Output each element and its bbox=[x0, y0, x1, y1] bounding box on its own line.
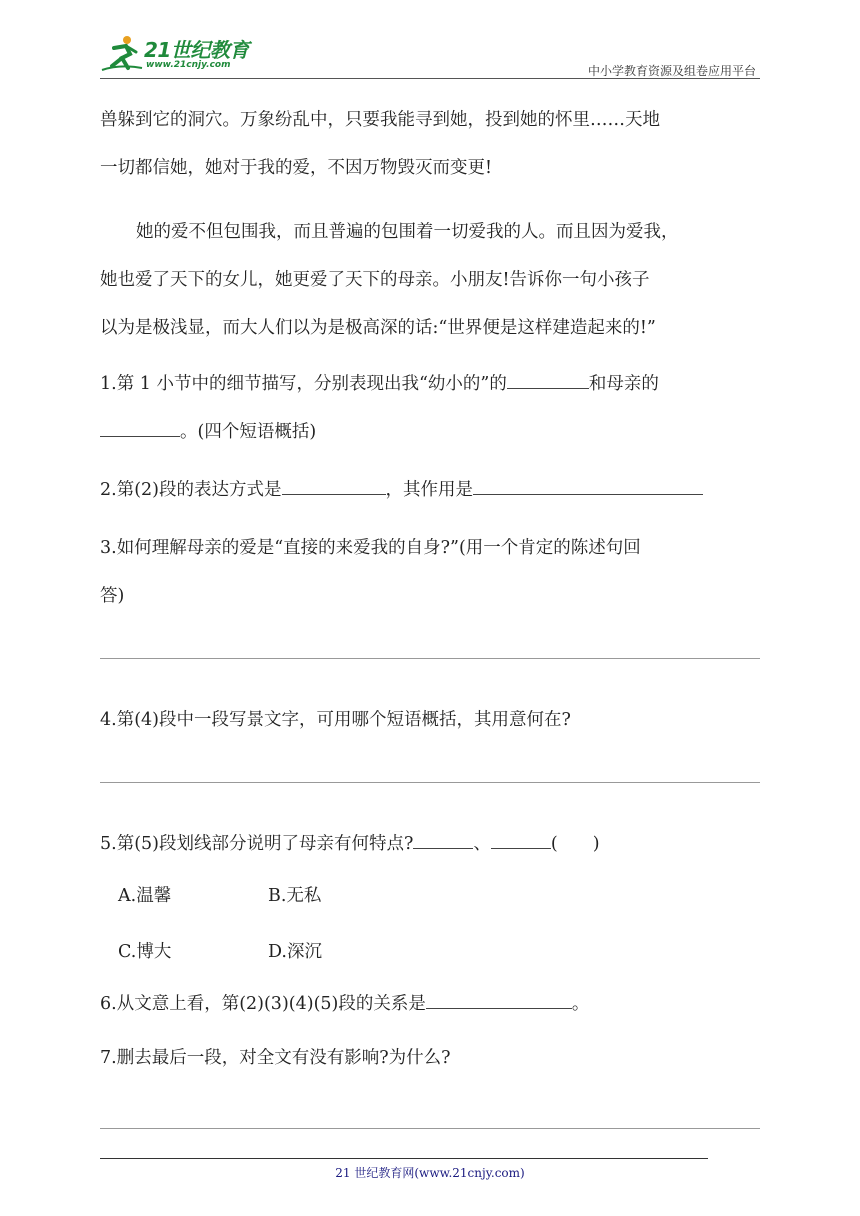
answer-blank[interactable] bbox=[426, 1007, 572, 1009]
logo-url: www.21cnjy.com bbox=[146, 60, 231, 70]
answer-line[interactable] bbox=[100, 658, 760, 659]
passage-line: 以为是极浅显，而大人们以为是极高深的话:“世界便是这样建造起来的!” bbox=[100, 318, 656, 338]
question-text: ，其作用是 bbox=[385, 480, 473, 500]
answer-blank[interactable] bbox=[491, 847, 551, 849]
question-2 bbox=[100, 466, 760, 514]
option-b[interactable]: B.无私 bbox=[268, 886, 322, 906]
question-text: 2.第(2)段的表达方式是 bbox=[100, 480, 282, 500]
page-footer[interactable]: 21 世纪教育网(www.21cnjy.com) bbox=[335, 1166, 525, 1180]
question-text: 。(四个短语概括) bbox=[180, 422, 317, 442]
passage-line: 她的爱不但包围我，而且普遍的包围着一切爱我的人。而且因为爱我， bbox=[136, 222, 679, 242]
logo-text: 21世纪教育 bbox=[144, 38, 249, 62]
question-separator: 、 bbox=[473, 834, 491, 854]
passage-line: 她也爱了天下的女儿，她更爱了天下的母亲。小朋友!告诉你一句小孩子 bbox=[100, 270, 650, 290]
header-tagline: 中小学教育资源及组卷应用平台 bbox=[587, 64, 756, 78]
header-divider bbox=[100, 78, 760, 79]
document-body bbox=[100, 96, 760, 1166]
option-a[interactable]: A.温馨 bbox=[118, 886, 172, 906]
page-header bbox=[100, 32, 760, 80]
runner-icon bbox=[100, 34, 144, 74]
passage-line: 一切都信她，她对于我的爱，不因万物毁灭而变更! bbox=[100, 158, 493, 178]
question-5 bbox=[100, 820, 760, 868]
question-3-cont: 答) bbox=[100, 586, 125, 606]
answer-blank[interactable] bbox=[507, 387, 589, 389]
answer-blank[interactable] bbox=[413, 847, 473, 849]
answer-line[interactable] bbox=[100, 782, 760, 783]
choice-options bbox=[100, 868, 760, 980]
answer-blank[interactable] bbox=[282, 493, 386, 495]
question-text: 和母亲的 bbox=[588, 374, 659, 394]
answer-blank[interactable] bbox=[473, 493, 703, 495]
option-d[interactable]: D.深沉 bbox=[268, 942, 322, 962]
question-text: 。 bbox=[571, 994, 590, 1014]
answer-parentheses[interactable]: ( ) bbox=[550, 834, 600, 854]
choice-row bbox=[118, 868, 760, 924]
question-text: 5.第(5)段划线部分说明了母亲有何特点? bbox=[100, 834, 414, 854]
question-4: 4.第(4)段中一段写景文字，可用哪个短语概括，其用意何在? bbox=[100, 710, 571, 730]
choice-row bbox=[118, 924, 760, 980]
option-c[interactable]: C.博大 bbox=[118, 942, 172, 962]
passage-line: 兽躲到它的洞穴。万象纷乱中，只要我能寻到她，投到她的怀里……天地 bbox=[100, 110, 660, 130]
answer-blank[interactable] bbox=[100, 435, 180, 437]
question-6 bbox=[100, 980, 760, 1028]
question-7: 7.删去最后一段，对全文有没有影响?为什么? bbox=[100, 1048, 451, 1068]
question-text: 1.第 1 小节中的细节描写，分别表现出我“幼小的”的 bbox=[100, 374, 507, 394]
question-1-cont bbox=[100, 408, 760, 456]
answer-line[interactable] bbox=[100, 1128, 760, 1129]
question-1 bbox=[100, 360, 760, 408]
question-3: 3.如何理解母亲的爱是“直接的来爱我的自身?”(用一个肯定的陈述句回 bbox=[100, 538, 641, 558]
question-text: 6.从文意上看，第(2)(3)(4)(5)段的关系是 bbox=[100, 994, 426, 1014]
footer-divider bbox=[100, 1158, 708, 1159]
site-logo[interactable] bbox=[100, 32, 260, 76]
